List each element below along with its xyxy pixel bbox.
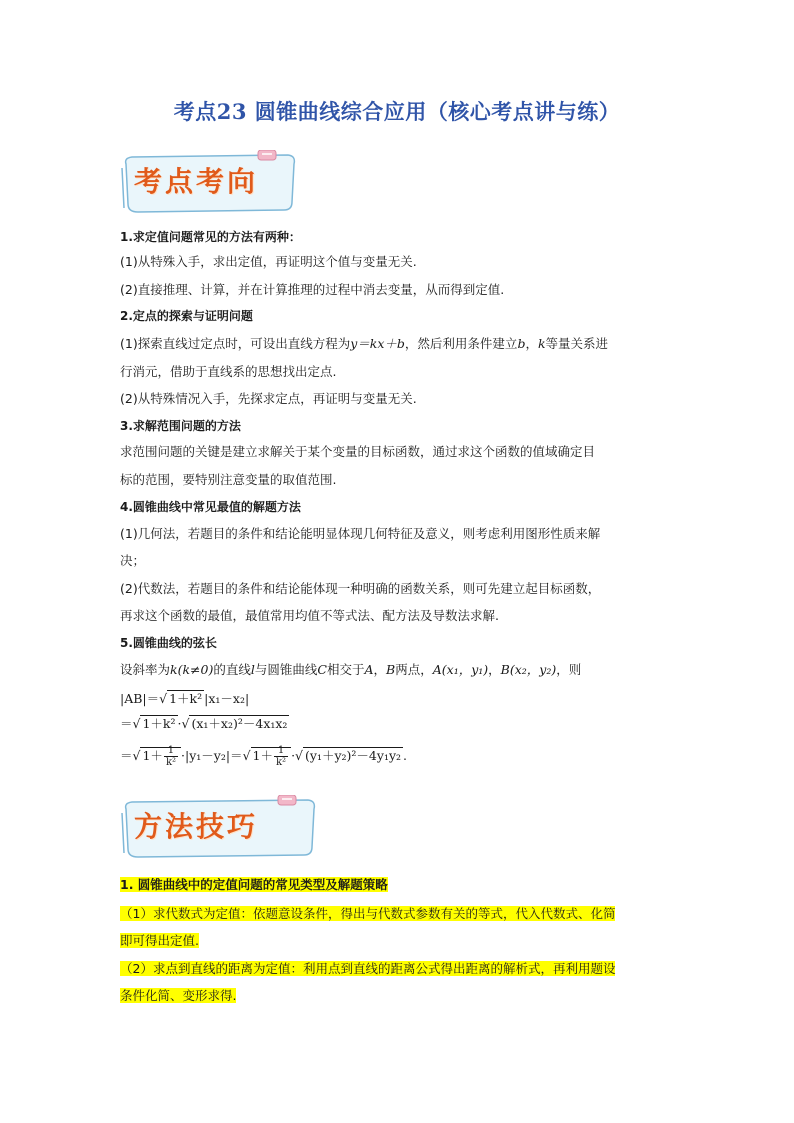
heading-5: 5.圆锥曲线的弦长 (120, 636, 217, 650)
method-text: （2）求点到直线的距离为定值：利用点到直线的距离公式得出距离的解析式，再利用题设 (120, 961, 616, 976)
math-equation: y＝kx＋b (350, 336, 405, 351)
heading-2: 2.定点的探索与证明问题 (120, 309, 253, 323)
text-line: 求范围问题的关键是建立求解关于某个变量的目标函数，通过求这个函数的值域确定目 (120, 444, 596, 459)
text-line: 决； (120, 553, 146, 568)
text-line: (1)从特殊入手，求出定值，再证明这个值与变量无关. (120, 254, 417, 269)
formula-chord-x: ＝√ 1＋k² ·√ (x₁＋x₂)²－4x₁x₂ (120, 716, 288, 731)
text-line: 再求这个函数的最值，最值常用均值不等式法、配方法及导数法求解. (120, 608, 499, 623)
text-line: (1)探索直线过定点时，可设出直线方程为y＝kx＋b，然后利用条件建立b，k等量关系进 (120, 336, 609, 351)
method-text: 条件化简、变形求得. (120, 988, 237, 1003)
text-line: (2)代数法，若题目的条件和结论能体现一种明确的函数关系，则可先建立起目标函数， (120, 581, 601, 596)
section-banner-fangfa (120, 795, 320, 861)
text-line: (2)直接推理、计算，并在计算推理的过程中消去变量，从而得到定值. (120, 282, 505, 297)
text-line: 行消元，借助于直线系的思想找出定点. (120, 364, 337, 379)
page-title: 考点23 圆锥曲线综合应用（核心考点讲与练） (173, 99, 621, 124)
method-text: 即可得出定值. (120, 933, 199, 948)
method-text: （1）求代数式为定值：依题意设条件，得出与代数式参数有关的等式，代入代数式、化简 (120, 906, 616, 921)
text-line: (1)几何法，若题目的条件和结论能明显体现几何特征及意义，则考虑利用图形性质来解 (120, 526, 601, 541)
formula-chord-length: |AB|＝√ 1＋k² |x₁－x₂| (120, 691, 250, 706)
text-line: 标的范围，要特别注意变量的取值范围. (120, 472, 337, 487)
heading-4: 4.圆锥曲线中常见最值的解题方法 (120, 500, 301, 514)
banner-title: 考点考向 (134, 165, 259, 198)
heading-3: 3.求解范围问题的方法 (120, 419, 241, 433)
text-line: (2)从特殊情况入手，先探求定点，再证明与变量无关. (120, 391, 417, 406)
heading-1: 1.求定值问题常见的方法有两种： (120, 230, 301, 244)
text-line: 设斜率为k(k≠0)的直线l与圆锥曲线C相交于A，B两点，A(x₁，y₁)，B(x₂，y₂)，则 (120, 662, 582, 677)
banner-title: 方法技巧 (134, 810, 259, 843)
section-banner-kaodian (120, 150, 300, 216)
method-heading: 1. 圆锥曲线中的定值问题的常见类型及解题策略 (120, 877, 388, 892)
formula-chord-y: ＝√ 1＋ $\frac{1}{\text{k²}}$ ·|y₁－y₂|＝√ 1＋ $\frac{1}{\text{k²}}$ ·√ (y₁＋y₂)²－4y₁y₂ . (120, 745, 408, 768)
